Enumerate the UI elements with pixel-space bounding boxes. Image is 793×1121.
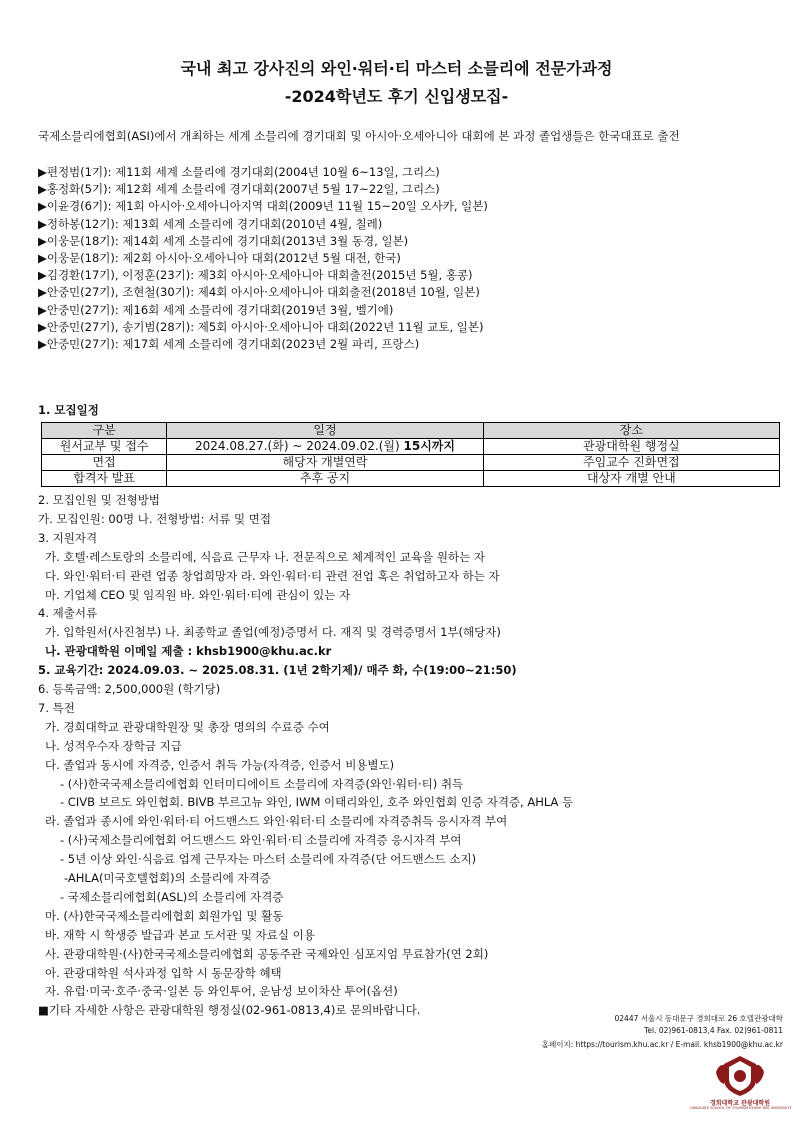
record-item: ▶안중민(27기): 제17회 세계 소믈리에 경기대회(2023년 2월 파리, 프랑스) — [38, 337, 420, 351]
body-line: 마. 기업체 CEO 및 임직원 바. 와인·워터·티에 관심이 있는 자 — [45, 587, 351, 602]
table-row — [42, 471, 780, 487]
body-line: - (사)한국국제소믈리에협회 인터미디에이트 소믈리에 자격증(와인·워터·티) 취득 — [60, 776, 464, 791]
body-line: 사. 관광대학원·(사)한국국제소믈리에협회 공동주관 국제와인 심포지엄 무료참가(연 2회) — [45, 946, 489, 961]
record-item: ▶이웅문(18기): 제14회 세계 소믈리에 경기대회(2013년 3월 동경, 일본) — [38, 233, 409, 248]
record-item: ▶안중민(27기), 송기범(28기): 제5회 아시아·오세아니아 대회(2022년 11월 교토, 일본) — [38, 319, 484, 334]
footer-phone: Tel. 02)961-0813,4 Fax. 02)961-0811 — [644, 1026, 783, 1035]
university-logo-icon — [712, 1054, 768, 1098]
schedule-table — [41, 422, 780, 487]
section-schedule-heading: 1. 모집일정 — [38, 403, 99, 417]
table-cell: 관광대학원 행정실 — [483, 439, 779, 455]
page-subtitle: -2024학년도 후기 신입생모집- — [284, 87, 509, 106]
record-item: ▶이윤경(6기): 제1회 아시아·오세아니아지역 대회(2009년 11월 15~20일 오사카, 일본) — [38, 199, 488, 214]
table-cell: 주임교수 진화면접 — [483, 455, 779, 471]
body-line: 라. 졸업과 종시에 와인·워터·티 어드밴스드 와인·워터·티 소믈리에 자격증취득 응시자격 부여 — [45, 814, 508, 829]
body-line: 2. 모집인원 및 전형방법 — [38, 493, 160, 507]
body-line: 아. 관광대학원 석사과정 입학 시 동문장학 혜택 — [45, 965, 282, 980]
body-line: -AHLA(미국호텔협회)의 소믈리에 자격증 — [64, 871, 271, 885]
record-item: ▶이웅문(18기): 제2회 아시아·오세아니아 대회(2012년 5월 대전, 한국) — [38, 251, 401, 265]
record-item: ▶김경환(17기), 이정훈(23기): 제3회 아시아·오세아니아 대회출전(2015년 5월, 홍콩) — [38, 268, 473, 283]
body-line: ■기타 자세한 사항은 관광대학원 행정실(02-961-0813,4)로 문의바랍니다. — [38, 1003, 421, 1018]
table-cell: 합격자 발표 — [42, 471, 167, 487]
table-header: 장소 — [483, 423, 779, 439]
body-line: 마. (사)한국국제소믈리에협회 회원가입 및 활동 — [45, 908, 284, 923]
logo-text: 경희대학교 관광대학원 — [709, 1100, 771, 1107]
body-line: 바. 재학 시 학생증 발급과 본교 도서관 및 자료실 이용 — [45, 927, 315, 942]
record-item: ▶안중민(27기), 조현철(30기): 제4회 아시아·오세아니아 대회출전(2018년 10월, 일본) — [38, 285, 480, 300]
table-cell: 면접 — [42, 455, 167, 471]
body-line: 다. 와인·워터·티 관련 업종 창업희망자 라. 와인·워터·티 관련 전업 혹은 취업하고자 하는 자 — [45, 568, 500, 583]
body-line: 나. 관광대학원 이메일 제출 : khsb1900@khu.ac.kr — [45, 644, 332, 659]
record-item: ▶정하봉(12기): 제13회 세계 소믈리에 경기대회(2010년 4월, 칠레) — [38, 216, 383, 231]
body-line: 다. 졸업과 동시에 자격증, 인증서 취득 가능(자격증, 인증서 비용별도) — [45, 757, 395, 772]
table-cell: 추후 공지 — [167, 471, 483, 487]
record-item: ▶홍정화(5기): 제12회 세계 소믈리에 경기대회(2007년 5월 17~22일, 그리스) — [38, 182, 440, 197]
body-line: 가. 호텔·레스토랑의 소믈리에, 식음료 근무자 나. 전문직으로 체계적인 교육을 원하는 자 — [45, 549, 485, 564]
table-row — [42, 439, 780, 455]
intro-text: 국제소믈리에협회(ASI)에서 개최하는 세계 소믈리에 경기대회 및 아시아·오세아니아 대회에 본 과정 졸업생들은 한국대표로 출전 — [38, 129, 680, 143]
body-line: 나. 성적우수자 장학금 지급 — [45, 738, 182, 753]
footer-web: 홈페이지: https://tourism.khu.ac.kr / E-mail. khsb1900@khu.ac.kr — [541, 1040, 783, 1049]
body-line: 자. 유럽·미국·호주·중국·일본 등 와인투어, 운남성 보이차산 투어(옵션) — [45, 984, 398, 999]
body-line: 가. 입학원서(사진첨부) 나. 최종학교 졸업(예정)증명서 다. 재직 및 경력증명서 1부(해당자) — [45, 625, 501, 640]
schedule-date: 2024.08.27.(화) ~ 2024.09.02.(월) — [195, 439, 400, 453]
table-cell — [167, 439, 483, 455]
body-line: 3. 지원자격 — [38, 530, 98, 545]
table-cell: 해당자 개별연락 — [167, 455, 483, 471]
body-line: - CIVB 보르도 와인협회. BIVB 부르고뉴 와인, IWM 이태리와인, 호주 와인협회 인증 자격증, AHLA 등 — [60, 795, 574, 810]
body-line: 5. 교육기간: 2024.09.03. ~ 2025.08.31. (1년 2학기제)/ 매주 화, 수(19:00~21:50) — [38, 663, 517, 678]
footer-address: 02447 서울시 동대문구 경희대로 26 호텔관광대학 — [614, 1014, 783, 1023]
record-item: ▶안중민(27기): 제16회 세계 소믈리에 경기대회(2019년 3월, 벨기에) — [38, 302, 394, 317]
body-line: - 국제소믈리에협회(ASL)의 소믈리에 자격증 — [60, 889, 284, 904]
body-line: 7. 특전 — [38, 700, 75, 715]
table-header-row — [42, 423, 780, 439]
logo-subtext: GRADUATE SCHOOL OF TOURISM KYUNG HEE UNIVERSITY — [690, 1106, 792, 1110]
page-title: 국내 최고 강사진의 와인·워터·티 마스터 소믈리에 전문가과정 — [180, 59, 613, 78]
table-cell: 대상자 개별 안내 — [483, 471, 779, 487]
table-cell: 원서교부 및 접수 — [42, 439, 167, 455]
body-line: 6. 등록금액: 2,500,000원 (학기당) — [38, 682, 221, 696]
record-item: ▶편정범(1기): 제11회 세계 소믈리에 경기대회(2004년 10월 6~13일, 그리스) — [38, 165, 440, 179]
body-line: 가. 경희대학교 관광대학원장 및 총장 명의의 수료증 수여 — [45, 719, 330, 734]
table-header: 구분 — [42, 423, 167, 439]
body-line: 가. 모집인원: 00명 나. 전형방법: 서류 및 면접 — [38, 511, 272, 526]
body-line: - (사)국제소믈리에협회 어드밴스드 와인·워터·티 소믈리에 자격증 응시자격 부여 — [60, 833, 462, 848]
body-line: 4. 제출서류 — [38, 606, 98, 621]
table-header: 일정 — [167, 423, 483, 439]
table-row — [42, 455, 780, 471]
body-line: - 5년 이상 와인·식음료 업계 근무자는 마스터 소믈리에 자격증(단 어드밴스드 소지) — [60, 852, 477, 867]
schedule-deadline: 15시까지 — [403, 439, 455, 453]
